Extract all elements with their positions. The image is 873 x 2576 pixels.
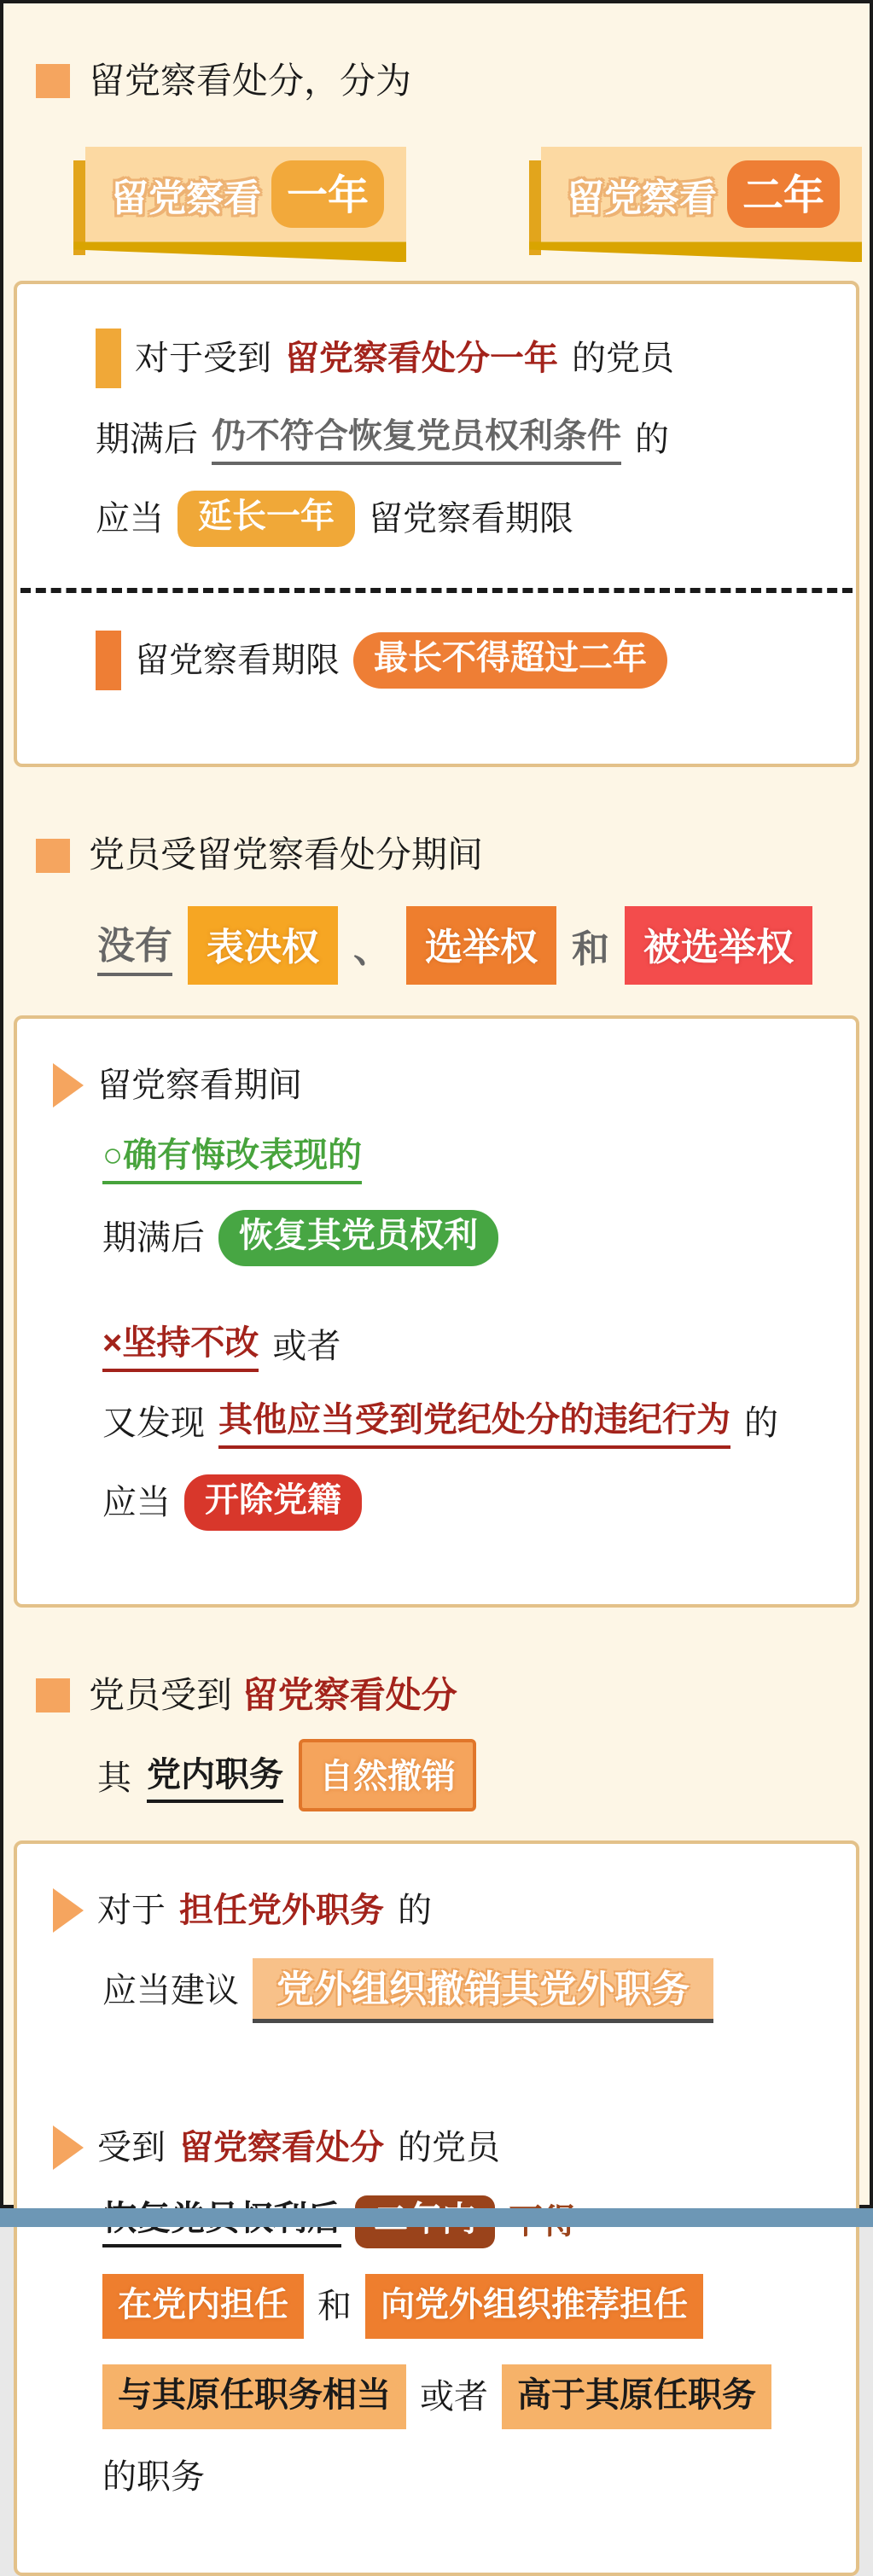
text-run: 期满后 [102,1218,205,1257]
outside-post-line2 [102,1958,832,2023]
section2-heading-text: 党员受留党察看处分期间 [89,834,484,875]
square-bullet-icon [36,839,70,873]
auto-revoke-box: 自然撤销 [299,1739,476,1811]
text-run: 应当 [102,1483,171,1521]
no-rights-label: 没有 [97,915,172,976]
equivalent-post-box: 与其原任职务相当 [102,2364,406,2429]
badge-one-year [85,147,406,241]
text-run-underlined: 党内职务 [147,1747,283,1803]
badge-two-year-prefix: 留党察看 [567,177,718,219]
voting-right-box: 表决权 [188,906,338,985]
text-run: 受到 [97,2129,166,2167]
panel-extension-rule [14,281,859,767]
text-run-emphasis: 留党察看处分一年 [285,340,558,378]
triangle-bullet-icon [53,1888,84,1933]
text-run-emphasis: 担任党外职务 [179,1892,384,1930]
no-change-line [102,1321,832,1372]
extension-line1 [96,329,832,388]
text-run: 留党察看期限 [369,500,573,538]
prohibition-line2 [102,2364,832,2429]
after-restore-line1 [53,2125,832,2170]
max-two-year-pill: 最长不得超过二年 [353,632,667,689]
be-elected-right-box: 被选举权 [625,906,812,985]
square-bullet-icon [36,1678,70,1712]
text-run: 对于受到 [135,340,271,378]
separator: 和 [572,927,609,970]
panel-observation-outcomes [14,1015,859,1608]
bar-bullet-icon [96,329,121,388]
triangle-bullet-icon [53,1063,84,1108]
extend-one-year-pill: 延长一年 [178,491,355,547]
inner-post-line [97,1739,870,1811]
square-bullet-icon [36,64,70,98]
new-violation-line [102,1398,832,1449]
text-run-red-underlined: ×坚持不改 [102,1321,259,1372]
text-run: 留党察看期间 [97,1066,302,1104]
text-run: 应当 [96,500,164,538]
text-run: 的 [398,1892,432,1930]
expel-line [102,1474,832,1531]
section1-heading [36,60,849,102]
spacer [53,2049,832,2100]
revoke-outside-post-highlight: 党外组织撤销其党外职务 [253,1958,713,2023]
section3-heading-text [89,1674,457,1717]
text-run: 期满后 [96,421,198,459]
text-run: 的党员 [572,340,674,378]
posts-suffix-line [102,2455,832,2499]
elect-right-box: 选举权 [406,906,556,985]
text-run: 的党员 [398,2129,500,2167]
text-run: 其 [97,1759,131,1798]
max-limit-line [96,631,832,690]
triangle-bullet-icon [53,2125,84,2170]
outside-post-line1 [53,1888,832,1933]
good-behavior-line [102,1133,832,1184]
badge-two-year [541,147,862,241]
badge-one-year-pill: 一年 [271,160,384,228]
text-run-emphasis: 留党察看处分 [242,1674,457,1715]
inner-party-box: 在党内担任 [102,2274,304,2339]
text-run: 留党察看期限 [135,642,340,680]
text-run-green-underlined: ○确有悔改表现的 [102,1133,362,1184]
section3-heading [36,1674,849,1717]
footer-bar [0,2208,873,2227]
text-run-underlined: 仍不符合恢复党员权利条件 [212,414,621,465]
text-run: 的 [635,421,669,459]
expel-pill: 开除党籍 [184,1474,362,1531]
extension-line3 [96,491,832,547]
text-run: 和 [317,2288,352,2326]
text-run: 党员受到 [89,1674,233,1715]
section2-heading [36,834,849,876]
text-run: 又发现 [102,1404,205,1442]
text-run: 应当建议 [102,1972,239,2010]
text-run: 对于 [97,1892,166,1930]
text-run-red-underlined: 其他应当受到党纪处分的违纪行为 [218,1398,730,1449]
separator: 、 [353,927,391,970]
bar-bullet-icon [96,631,121,690]
rights-row [97,906,870,985]
dashed-divider [20,588,853,593]
prohibition-line1 [102,2274,832,2339]
text-run-emphasis: 留党察看处分 [179,2129,384,2167]
text-run: 的职务 [102,2458,205,2497]
higher-post-box: 高于其原任职务 [502,2364,771,2429]
text-run: 或者 [272,1327,341,1365]
outcome-title [53,1063,832,1108]
recommend-outside-box: 向党外组织推荐担任 [365,2274,703,2339]
text-run: 的 [744,1404,778,1442]
restore-rights-line [102,1210,832,1266]
section1-heading-text: 留党察看处分，分为 [89,61,412,101]
badge-two-year-pill: 二年 [727,160,840,228]
text-run: 或者 [420,2378,488,2416]
badge-row [85,147,870,241]
extension-line2 [96,414,832,465]
restore-rights-pill: 恢复其党员权利 [218,1210,498,1266]
badge-one-year-prefix: 留党察看 [111,177,261,219]
